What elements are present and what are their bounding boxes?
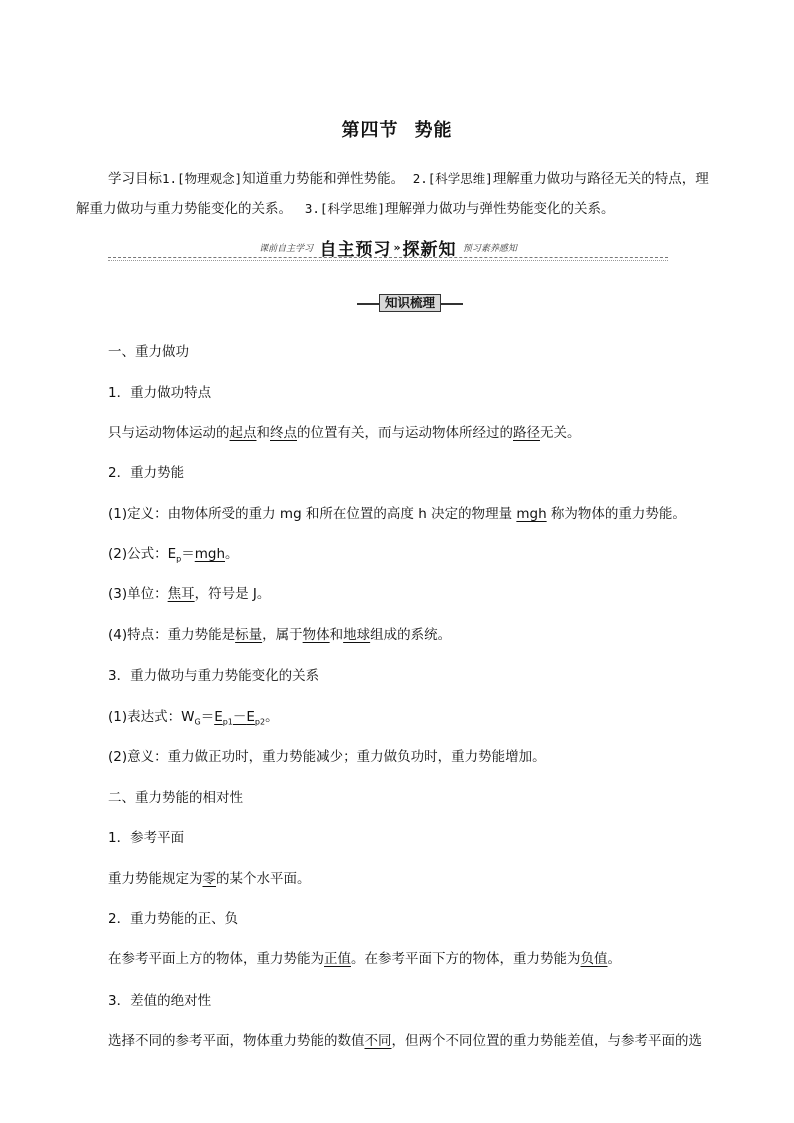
text: ，符号是 J。 bbox=[194, 586, 271, 602]
blank-answer: 负值 bbox=[580, 951, 608, 967]
double-chevron-icon: » bbox=[393, 241, 401, 254]
goal-2-text: 理解重力做功与路径无关的特点，理解重力做功与重力势能变化的关系。 bbox=[76, 171, 709, 217]
blank-answer: 标量 bbox=[235, 627, 263, 643]
text: 。在参考平面下方的物体，重力势能为 bbox=[351, 951, 581, 967]
subheading-2-1: 1．参考平面 bbox=[108, 830, 185, 846]
learning-goals bbox=[76, 164, 722, 224]
subscript: p1 bbox=[222, 717, 233, 727]
text: 。 bbox=[225, 546, 239, 562]
text: 无关。 bbox=[540, 425, 581, 441]
goal-3-tag: 3.[科学思维] bbox=[304, 201, 385, 216]
text: － bbox=[232, 709, 247, 725]
text: 的某个水平面。 bbox=[216, 871, 311, 887]
paragraph-3 bbox=[108, 542, 239, 564]
paragraph-2 bbox=[108, 502, 686, 522]
goal-1-tag: 1.[物理观念] bbox=[162, 171, 243, 186]
subscript: p2 bbox=[254, 717, 266, 727]
blank-answer: 地球 bbox=[343, 627, 371, 643]
section-title bbox=[0, 116, 794, 142]
blank-answer: 焦耳 bbox=[167, 586, 195, 602]
text: (3)单位： bbox=[108, 586, 168, 602]
section-number: 第四节 bbox=[341, 120, 399, 141]
text: ＝ bbox=[181, 546, 195, 562]
paragraph-10 bbox=[108, 1029, 702, 1049]
section-banner bbox=[108, 235, 668, 265]
subheading-1-2: 2．重力势能 bbox=[108, 465, 185, 481]
banner-main-title: 自主预习 bbox=[319, 240, 392, 260]
text: 。 bbox=[607, 951, 621, 967]
text: (1)表达式：W bbox=[108, 709, 195, 725]
subheading-2-2: 2．重力势能的正、负 bbox=[108, 911, 239, 927]
text: ＝ bbox=[200, 709, 215, 725]
paragraph-8 bbox=[108, 867, 311, 887]
text: ，但两个不同位置的重力势能差值，与参考平面的选 bbox=[391, 1033, 702, 1049]
text: 只与运动物体运动的 bbox=[108, 425, 230, 441]
text: 和 bbox=[329, 627, 344, 643]
subheading-2-3: 3．差值的绝对性 bbox=[108, 993, 212, 1009]
knowledge-badge bbox=[357, 294, 463, 312]
blank-answer: 正值 bbox=[324, 951, 351, 967]
section-name: 势能 bbox=[414, 120, 453, 141]
subscript: p bbox=[176, 554, 182, 564]
paragraph-7: (2)意义：重力做正功时，重力势能减少；重力做负功时，重力势能增加。 bbox=[108, 749, 546, 765]
blank-answer: 零 bbox=[202, 871, 216, 887]
paragraph-9 bbox=[108, 947, 621, 967]
text: E bbox=[246, 709, 255, 725]
paragraph-5 bbox=[108, 623, 451, 643]
blank-answer: 不同 bbox=[364, 1033, 392, 1049]
blank-answer: mgh bbox=[194, 546, 226, 562]
banner-divider-secondary bbox=[108, 260, 668, 261]
text: E bbox=[214, 709, 223, 725]
subheading-1-1: 1．重力做功特点 bbox=[108, 385, 212, 401]
subscript: G bbox=[194, 717, 201, 727]
blank-answer bbox=[214, 709, 265, 725]
heading-2: 二、重力势能的相对性 bbox=[108, 790, 243, 806]
blank-answer: 路径 bbox=[513, 425, 540, 441]
text: (4)特点：重力势能是 bbox=[108, 627, 236, 643]
banner-left-caption: 课前自主学习 bbox=[259, 244, 314, 254]
text: 和 bbox=[256, 425, 270, 441]
paragraph-1 bbox=[108, 421, 581, 441]
text: 重力势能规定为 bbox=[108, 871, 203, 887]
heading-1: 一、重力做功 bbox=[108, 344, 189, 360]
blank-answer: 物体 bbox=[302, 627, 330, 643]
paragraph-4 bbox=[108, 582, 270, 602]
blank-answer: 终点 bbox=[270, 425, 297, 441]
badge-label: 知识梳理 bbox=[379, 294, 441, 312]
text: 的位置有关，而与运动物体所经过的 bbox=[297, 425, 513, 441]
text: 选择不同的参考平面，物体重力势能的数值 bbox=[108, 1033, 365, 1049]
goal-2-tag: 2.[科学思维] bbox=[412, 171, 493, 186]
goal-3-text: 理解弹力做功与弹性势能变化的关系。 bbox=[384, 201, 615, 217]
text: 。 bbox=[265, 709, 279, 725]
text: ，属于 bbox=[262, 627, 303, 643]
blank-answer: mgh bbox=[516, 506, 547, 522]
paragraph-6 bbox=[108, 705, 279, 727]
banner-main-title-2: 探新知 bbox=[402, 240, 457, 260]
banner-right-caption: 预习素养感知 bbox=[462, 244, 517, 254]
blank-answer: 起点 bbox=[229, 425, 257, 441]
goal-1-text: 知道重力势能和弹性势能。 bbox=[242, 171, 405, 187]
text: (2)公式：E bbox=[108, 546, 177, 562]
goals-label: 学习目标 bbox=[108, 171, 162, 187]
text: 称为物体的重力势能。 bbox=[546, 506, 686, 522]
text: 组成的系统。 bbox=[370, 627, 452, 643]
text: 在参考平面上方的物体，重力势能为 bbox=[108, 951, 324, 967]
text: (1)定义：由物体所受的重力 mg 和所在位置的高度 h 决定的物理量 bbox=[108, 506, 517, 522]
subheading-1-3: 3．重力做功与重力势能变化的关系 bbox=[108, 668, 320, 684]
